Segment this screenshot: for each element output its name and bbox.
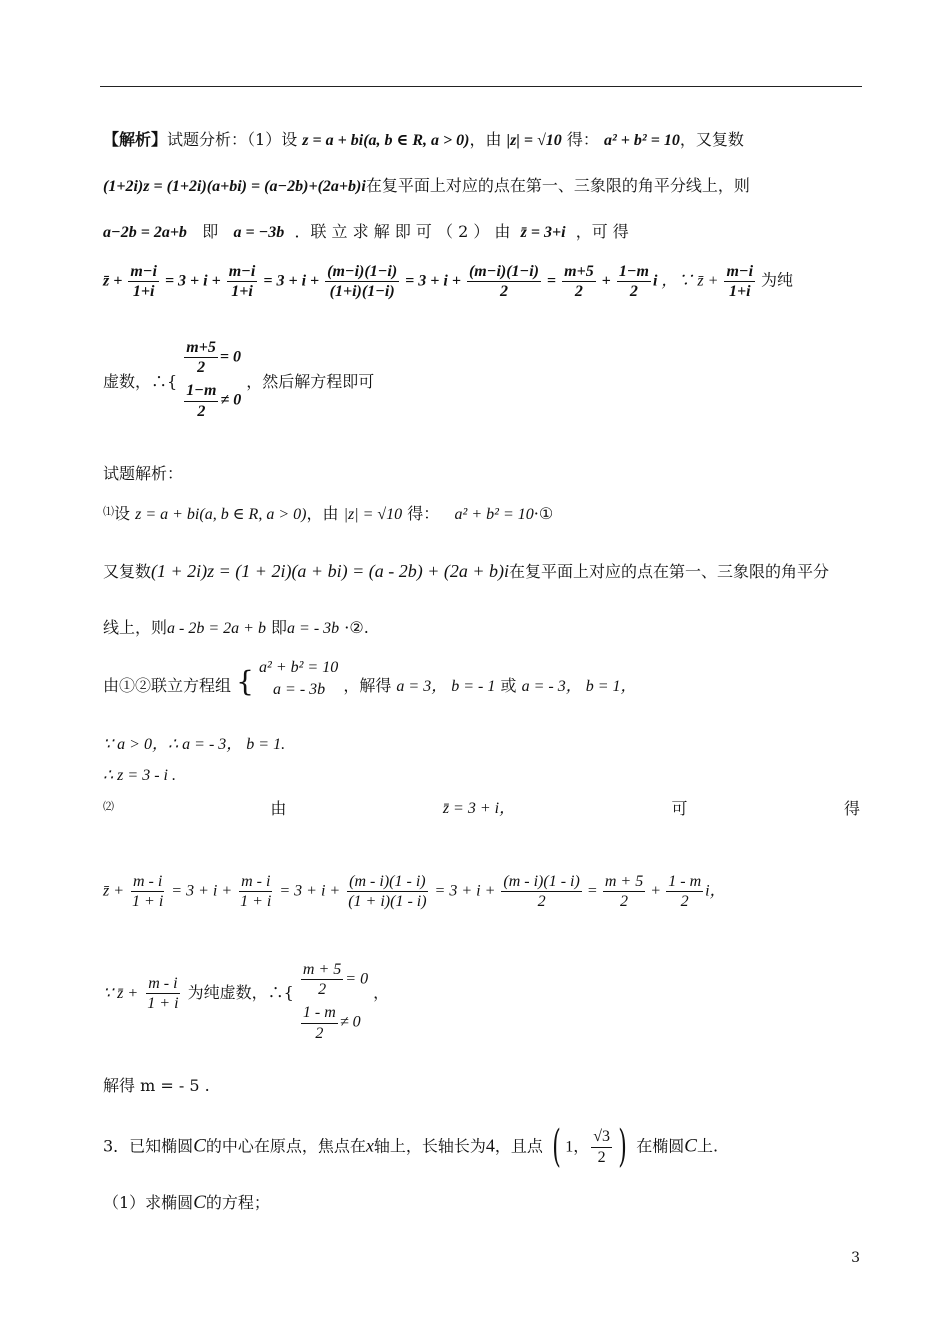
analysis-line-4: z̄ + $\frac{m-i}{1+i}$ = 3 + i + $\frac{m-i}{1+i}$ = 3 + i + $\frac{(m-i)(1-i)}{(1+i)(1-i)}$ = 3 + i + $\frac{(m-i)(1-i)}{2}$ = $\frac{m+5}{2}$ + $\frac{1-m}{2}$ i ，∵ z̄ + $\frac{m-i}{1+i}$ 为纯 — [103, 263, 794, 301]
solution-line-5: ∵ a > 0，∴ a = - 3， b = 1. — [103, 736, 286, 753]
fraction: $\frac{(m-i)(1-i)}{(1+i)(1-i)}$ — [327, 263, 398, 301]
condition-system: $\frac{m + 5}{2}$ = 0 $\frac{1 - m}{2}$ ≠ 0 — [302, 961, 369, 1042]
math-expr: z = a + bi(a, b ∈ R, a > 0) — [135, 506, 307, 523]
fraction: $\frac{(m - i)(1 - i)}{(1 + i)(1 - i)}$ — [348, 873, 427, 911]
fraction: $\frac{√3}{2}$ — [593, 1128, 610, 1166]
solution-heading: 试题解析： — [103, 464, 184, 483]
math-expr: a = - 3， b = 1， — [521, 678, 637, 695]
math-expr: (1+2i)z = (1+2i)(a+bi) = (a−2b)+(2a+b)i — [103, 178, 366, 195]
fraction: $\frac{m+5}{2}$ — [564, 263, 594, 301]
page-number: 3 — [851, 1250, 860, 1266]
solution-line-10: 解得 m = - 5 . — [103, 1076, 210, 1095]
solution-line-9: ∵ z̄ + $\frac{m - i}{1 + i}$ 为纯虚数，∴{ $\frac{m + 5}{2}$ = 0 $\frac{1 - m}{2}$ ≠ 0 ， — [103, 961, 390, 1042]
math-expr: z = a + bi(a, b ∈ R, a > 0) — [302, 132, 470, 149]
math-expr: a−2b = 2a+b — [103, 224, 187, 241]
fraction: $\frac{1-m}{2}$ — [186, 382, 217, 420]
problem-3-question-1: （1）求椭圆C的方程； — [103, 1192, 270, 1213]
analysis-label: 【解析】 — [103, 130, 168, 149]
math-expr: a² + b² = 10 — [454, 506, 534, 523]
problem-3-statement: 3．已知椭圆C的中心在原点，焦点在x轴上，长轴长为4，且点 ( 1， $\frac{√3}{2}$ ) 在椭圆C上. — [103, 1121, 719, 1172]
header-rule — [100, 86, 862, 87]
fraction: $\frac{(m - i)(1 - i)}{2}$ — [503, 873, 580, 911]
fraction: $\frac{m - i}{1 + i}$ — [147, 975, 179, 1013]
analysis-line-1: 【解析】试题分析：（1）设 z = a + bi(a, b ∈ R, a > 0)，由 |z| = √10 得： a² + b² = 10，又复数 — [103, 130, 744, 149]
fraction: $\frac{1 - m}{2}$ — [302, 1004, 336, 1042]
math-expr: |z| = √10 — [343, 506, 403, 523]
math-expr: z̄ = 3 + i， — [442, 800, 516, 817]
solution-line-3: 线上，则a - 2b = 2a + b 即a = - 3b ·②. — [103, 618, 369, 637]
analysis-line-2: (1+2i)z = (1+2i)(a+bi) = (a−2b)+(2a+b)i在复平面上对应的点在第一、三象限的角平分线上，则 — [103, 176, 750, 195]
fraction: $\frac{m-i}{1+i}$ — [726, 263, 754, 301]
fraction: $\frac{m - i}{1 + i}$ — [240, 873, 272, 911]
solution-line-1: ⑴设 z = a + bi(a, b ∈ R, a > 0)，由 |z| = √10 得： a² + b² = 10·① — [103, 504, 554, 523]
solution-line-8: z̄ + $\frac{m - i}{1 + i}$ = 3 + i + $\frac{m - i}{1 + i}$ = 3 + i + $\frac{(m - i)(1 - i)}{(1 + i)(1 - i)}$ = 3 + i + $\frac{(m - i)(1 - i)}{2}$ = $\frac{m + 5}{2}$ + $\frac{1 - m}{2}$ i， — [103, 873, 726, 911]
solution-line-6: ∴ z = 3 - i . — [103, 767, 176, 784]
math-expr: z̄ = 3+i — [520, 224, 566, 241]
analysis-line-5: 虚数，∴{ $\frac{m+5}{2}$ = 0 $\frac{1-m}{2}$ ≠ 0 ，然后解方程即可 — [103, 339, 375, 420]
fraction: $\frac{m-i}{1+i}$ — [130, 263, 157, 301]
fraction: $\frac{1-m}{2}$ — [618, 263, 649, 301]
equation-system: a² + b² = 10 a = - 3b — [259, 659, 339, 698]
fraction: $\frac{1 - m}{2}$ — [668, 873, 702, 911]
math-expr: a² + b² = 10 — [603, 132, 680, 149]
math-expr: (1 + 2i)z = (1 + 2i)(a + bi) = (a - 2b) + (2a + b)i — [151, 561, 509, 581]
fraction: $\frac{(m-i)(1-i)}{2}$ — [468, 263, 540, 301]
math-expr: |z| = √10 — [506, 132, 562, 149]
condition-system: $\frac{m+5}{2}$ = 0 $\frac{1-m}{2}$ ≠ 0 — [186, 339, 242, 420]
math-expr: a = - 3b — [287, 620, 340, 637]
analysis-line-3: a−2b = 2a+b 即 a = −3b ．联 立 求 解 即 可 （ 2 ） 由 z̄ = 3+i ，可 得 — [103, 222, 629, 241]
math-expr: a - 2b = 2a + b — [167, 620, 266, 637]
solution-line-7: ⑵ 由 z̄ = 3 + i， 可 得 — [103, 799, 860, 818]
solution-line-4: 由①②联立方程组 { a² + b² = 10 a = - 3b ，解得 a = 3， b = - 1 或 a = - 3， b = 1， — [103, 659, 637, 698]
fraction: $\frac{m-i}{1+i}$ — [228, 263, 256, 301]
fraction: $\frac{m + 5}{2}$ — [604, 873, 644, 911]
fraction: $\frac{m+5}{2}$ — [186, 339, 216, 377]
solution-line-2: 又复数(1 + 2i)z = (1 + 2i)(a + bi) = (a - 2b) + (2a + b)i在复平面上对应的点在第一、三象限的角平分 — [103, 561, 830, 581]
math-expr: a = −3b — [233, 224, 285, 241]
fraction: $\frac{m - i}{1 + i}$ — [132, 873, 164, 911]
math-expr: a = 3， b = - 1 — [396, 678, 496, 695]
fraction: $\frac{m + 5}{2}$ — [302, 961, 342, 999]
